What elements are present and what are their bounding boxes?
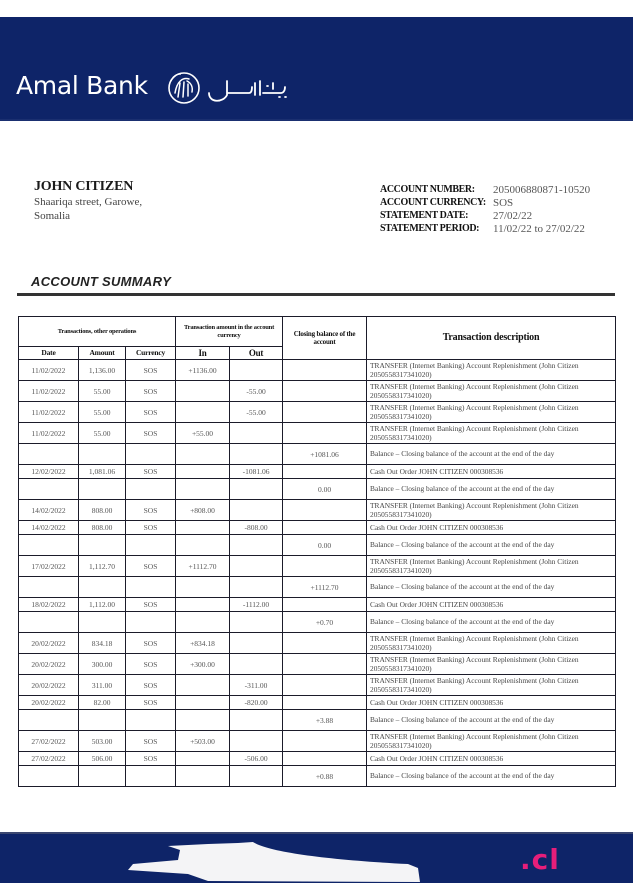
in-cell: +503.00	[176, 731, 230, 752]
closing-balance-cell: +0.88	[283, 766, 367, 787]
closing-balance-cell	[283, 556, 367, 577]
account-details	[380, 183, 590, 235]
currency-cell: SOS	[126, 465, 176, 479]
in-cell	[176, 577, 230, 598]
date-cell: 14/02/2022	[19, 521, 79, 535]
date-cell: 20/02/2022	[19, 654, 79, 675]
amount-cell: 55.00	[79, 423, 126, 444]
date-cell: 11/02/2022	[19, 381, 79, 402]
currency-cell	[126, 612, 176, 633]
closing-balance-cell	[283, 731, 367, 752]
closing-balance-cell	[283, 402, 367, 423]
currency-cell: SOS	[126, 521, 176, 535]
transaction-row	[19, 465, 616, 479]
description-cell: Balance – Closing balance of the account at the end of the day	[367, 766, 616, 787]
out-cell	[230, 444, 283, 465]
customer-name: JOHN CITIZEN	[34, 179, 134, 194]
amount-column-header: Amount	[79, 347, 126, 360]
currency-cell: SOS	[126, 752, 176, 766]
balance-row	[19, 577, 616, 598]
currency-cell	[126, 766, 176, 787]
amount-cell	[79, 577, 126, 598]
description-cell: TRANSFER (Internet Banking) Account Replenishment (John Citizen 2050558317341020)	[367, 423, 616, 444]
amount-cell: 55.00	[79, 381, 126, 402]
out-cell: -506.00	[230, 752, 283, 766]
currency-cell: SOS	[126, 731, 176, 752]
in-cell	[176, 766, 230, 787]
date-cell: 27/02/2022	[19, 731, 79, 752]
transaction-row	[19, 696, 616, 710]
closing-balance-cell	[283, 465, 367, 479]
amount-cell	[79, 612, 126, 633]
currency-cell: SOS	[126, 402, 176, 423]
balance-row	[19, 766, 616, 787]
in-cell: +55.00	[176, 423, 230, 444]
transaction-row	[19, 402, 616, 423]
in-cell	[176, 521, 230, 535]
date-cell: 11/02/2022	[19, 423, 79, 444]
closing-balance-cell	[283, 675, 367, 696]
transactions-table-body	[19, 360, 616, 787]
out-cell	[230, 710, 283, 731]
out-cell	[230, 423, 283, 444]
amount-cell	[79, 535, 126, 556]
out-cell: -1112.00	[230, 598, 283, 612]
out-cell	[230, 731, 283, 752]
in-cell	[176, 402, 230, 423]
calligraphy-emblem-icon	[163, 67, 205, 109]
closing-balance-cell	[283, 500, 367, 521]
table-group-header-row	[19, 317, 616, 347]
out-cell: -1081.06	[230, 465, 283, 479]
out-cell: -311.00	[230, 675, 283, 696]
header-banner	[0, 17, 633, 121]
balance-row	[19, 444, 616, 465]
description-cell: Cash Out Order JOHN CITIZEN 000308536	[367, 696, 616, 710]
redaction-mark	[128, 838, 423, 882]
closing-balance-cell: +1081.06	[283, 444, 367, 465]
in-cell	[176, 381, 230, 402]
date-cell: 20/02/2022	[19, 696, 79, 710]
amount-cell: 55.00	[79, 402, 126, 423]
description-cell: Cash Out Order JOHN CITIZEN 000308536	[367, 465, 616, 479]
date-cell: 12/02/2022	[19, 465, 79, 479]
transaction-row	[19, 598, 616, 612]
out-column-header: Out	[230, 347, 283, 360]
currency-cell: SOS	[126, 423, 176, 444]
description-cell: Balance – Closing balance of the account at the end of the day	[367, 577, 616, 598]
description-cell: TRANSFER (Internet Banking) Account Replenishment (John Citizen 2050558317341020)	[367, 654, 616, 675]
currency-cell	[126, 535, 176, 556]
currency-cell: SOS	[126, 696, 176, 710]
description-cell: TRANSFER (Internet Banking) Account Replenishment (John Citizen 2050558317341020)	[367, 633, 616, 654]
currency-cell: SOS	[126, 633, 176, 654]
closing-balance-cell: +1112.70	[283, 577, 367, 598]
in-cell	[176, 598, 230, 612]
transaction-row	[19, 633, 616, 654]
statement-date-row	[380, 209, 590, 222]
currency-cell	[126, 479, 176, 500]
statement-period-value: 11/02/22 to 27/02/22	[493, 222, 585, 235]
transaction-row	[19, 381, 616, 402]
date-cell: 27/02/2022	[19, 752, 79, 766]
out-cell	[230, 500, 283, 521]
date-cell	[19, 535, 79, 556]
closing-balance-cell	[283, 598, 367, 612]
in-cell	[176, 675, 230, 696]
out-cell: -55.00	[230, 402, 283, 423]
transactions-table	[18, 316, 616, 787]
in-cell: +834.18	[176, 633, 230, 654]
date-cell: 18/02/2022	[19, 598, 79, 612]
currency-cell: SOS	[126, 556, 176, 577]
transaction-row	[19, 731, 616, 752]
currency-cell	[126, 577, 176, 598]
date-cell	[19, 766, 79, 787]
closing-balance-cell	[283, 360, 367, 381]
in-cell: +808.00	[176, 500, 230, 521]
amount-cell: 808.00	[79, 521, 126, 535]
description-cell: TRANSFER (Internet Banking) Account Replenishment (John Citizen 2050558317341020)	[367, 500, 616, 521]
in-cell: +1112.70	[176, 556, 230, 577]
date-cell	[19, 479, 79, 500]
out-cell	[230, 556, 283, 577]
out-cell: -808.00	[230, 521, 283, 535]
amount-cell	[79, 710, 126, 731]
account-number-label: ACCOUNT NUMBER:	[380, 184, 475, 195]
transaction-row	[19, 556, 616, 577]
date-cell: 17/02/2022	[19, 556, 79, 577]
customer-address-line1: Shaariqa street, Garowe,	[34, 196, 143, 208]
balance-row	[19, 612, 616, 633]
amount-currency-group-header: Transaction amount in the account currency	[176, 317, 283, 347]
description-cell: Cash Out Order JOHN CITIZEN 000308536	[367, 521, 616, 535]
amount-cell: 311.00	[79, 675, 126, 696]
customer-address-line2: Somalia	[34, 210, 71, 222]
amount-cell	[79, 479, 126, 500]
transaction-row	[19, 500, 616, 521]
in-cell	[176, 612, 230, 633]
currency-cell: SOS	[126, 360, 176, 381]
currency-column-header: Currency	[126, 347, 176, 360]
closing-balance-cell: +3.88	[283, 710, 367, 731]
out-cell: -55.00	[230, 381, 283, 402]
description-cell: TRANSFER (Internet Banking) Account Replenishment (John Citizen 2050558317341020)	[367, 731, 616, 752]
amount-cell: 1,112.70	[79, 556, 126, 577]
transaction-row	[19, 423, 616, 444]
out-cell	[230, 766, 283, 787]
closing-balance-cell	[283, 696, 367, 710]
description-cell: TRANSFER (Internet Banking) Account Replenishment (John Citizen 2050558317341020)	[367, 360, 616, 381]
in-cell	[176, 710, 230, 731]
date-cell	[19, 612, 79, 633]
in-cell	[176, 444, 230, 465]
closing-balance-cell	[283, 521, 367, 535]
amount-cell: 1,081.06	[79, 465, 126, 479]
description-cell: TRANSFER (Internet Banking) Account Replenishment (John Citizen 2050558317341020)	[367, 556, 616, 577]
date-cell	[19, 577, 79, 598]
section-title: ACCOUNT SUMMARY	[31, 274, 172, 289]
account-number-value: 205006880871-10520	[493, 183, 591, 196]
amount-cell	[79, 766, 126, 787]
out-cell	[230, 612, 283, 633]
amount-cell	[79, 444, 126, 465]
out-cell	[230, 479, 283, 500]
description-cell: TRANSFER (Internet Banking) Account Replenishment (John Citizen 2050558317341020)	[367, 402, 616, 423]
closing-balance-cell: +0.70	[283, 612, 367, 633]
in-cell	[176, 465, 230, 479]
customer-info	[34, 179, 142, 223]
date-cell: 14/02/2022	[19, 500, 79, 521]
description-header: Transaction description	[367, 317, 616, 360]
account-currency-value: SOS	[493, 196, 514, 209]
balance-row	[19, 479, 616, 500]
amount-cell: 503.00	[79, 731, 126, 752]
in-column-header: In	[176, 347, 230, 360]
closing-balance-cell	[283, 423, 367, 444]
description-cell: TRANSFER (Internet Banking) Account Replenishment (John Citizen 2050558317341020)	[367, 381, 616, 402]
amount-cell: 300.00	[79, 654, 126, 675]
statement-date-value: 27/02/22	[493, 209, 533, 222]
transaction-row	[19, 752, 616, 766]
account-currency-row	[380, 196, 590, 209]
transaction-row	[19, 360, 616, 381]
description-cell: TRANSFER (Internet Banking) Account Replenishment (John Citizen 2050558317341020)	[367, 675, 616, 696]
transactions-group-header: Transactions, other operations	[19, 317, 176, 347]
in-cell	[176, 752, 230, 766]
statement-period-label: STATEMENT PERIOD:	[380, 223, 480, 234]
description-cell: Balance – Closing balance of the account at the end of the day	[367, 612, 616, 633]
date-column-header: Date	[19, 347, 79, 360]
in-cell	[176, 696, 230, 710]
in-cell: +1136.00	[176, 360, 230, 381]
balance-row	[19, 710, 616, 731]
in-cell: +300.00	[176, 654, 230, 675]
description-cell: Balance – Closing balance of the account at the end of the day	[367, 710, 616, 731]
date-cell	[19, 710, 79, 731]
transaction-row	[19, 675, 616, 696]
description-cell: Balance – Closing balance of the account at the end of the day	[367, 479, 616, 500]
currency-cell	[126, 444, 176, 465]
amount-cell: 1,136.00	[79, 360, 126, 381]
closing-balance-cell: 0.00	[283, 479, 367, 500]
closing-balance-cell	[283, 752, 367, 766]
amount-cell: 506.00	[79, 752, 126, 766]
out-cell	[230, 360, 283, 381]
balance-row	[19, 535, 616, 556]
description-cell: Cash Out Order JOHN CITIZEN 000308536	[367, 598, 616, 612]
date-cell: 11/02/2022	[19, 402, 79, 423]
statement-period-row	[380, 222, 590, 235]
currency-cell: SOS	[126, 500, 176, 521]
date-cell: 11/02/2022	[19, 360, 79, 381]
account-currency-label: ACCOUNT CURRENCY:	[380, 197, 486, 208]
amount-cell: 82.00	[79, 696, 126, 710]
closing-balance-cell	[283, 381, 367, 402]
currency-cell: SOS	[126, 675, 176, 696]
date-cell: 20/02/2022	[19, 675, 79, 696]
out-cell	[230, 577, 283, 598]
description-cell: Cash Out Order JOHN CITIZEN 000308536	[367, 752, 616, 766]
footer-url-fragment: .cl	[520, 843, 560, 876]
statement-date-label: STATEMENT DATE:	[380, 210, 469, 221]
closing-balance-cell	[283, 633, 367, 654]
amount-cell: 1,112.00	[79, 598, 126, 612]
amount-cell: 834.18	[79, 633, 126, 654]
date-cell	[19, 444, 79, 465]
currency-cell	[126, 710, 176, 731]
description-cell: Balance – Closing balance of the account at the end of the day	[367, 535, 616, 556]
description-cell: Balance – Closing balance of the account at the end of the day	[367, 444, 616, 465]
amount-cell: 808.00	[79, 500, 126, 521]
bank-logo-text: Amal Bank	[16, 71, 148, 100]
closing-balance-cell	[283, 654, 367, 675]
account-number-row	[380, 183, 590, 196]
currency-cell: SOS	[126, 654, 176, 675]
transaction-row	[19, 521, 616, 535]
arabic-logo-script-icon	[205, 69, 290, 107]
in-cell	[176, 535, 230, 556]
closing-balance-cell: 0.00	[283, 535, 367, 556]
in-cell	[176, 479, 230, 500]
out-cell	[230, 633, 283, 654]
closing-balance-header: Closing balance of the account	[283, 317, 367, 360]
out-cell: -820.00	[230, 696, 283, 710]
out-cell	[230, 654, 283, 675]
currency-cell: SOS	[126, 381, 176, 402]
out-cell	[230, 535, 283, 556]
transaction-row	[19, 654, 616, 675]
section-divider	[17, 293, 615, 296]
currency-cell: SOS	[126, 598, 176, 612]
date-cell: 20/02/2022	[19, 633, 79, 654]
